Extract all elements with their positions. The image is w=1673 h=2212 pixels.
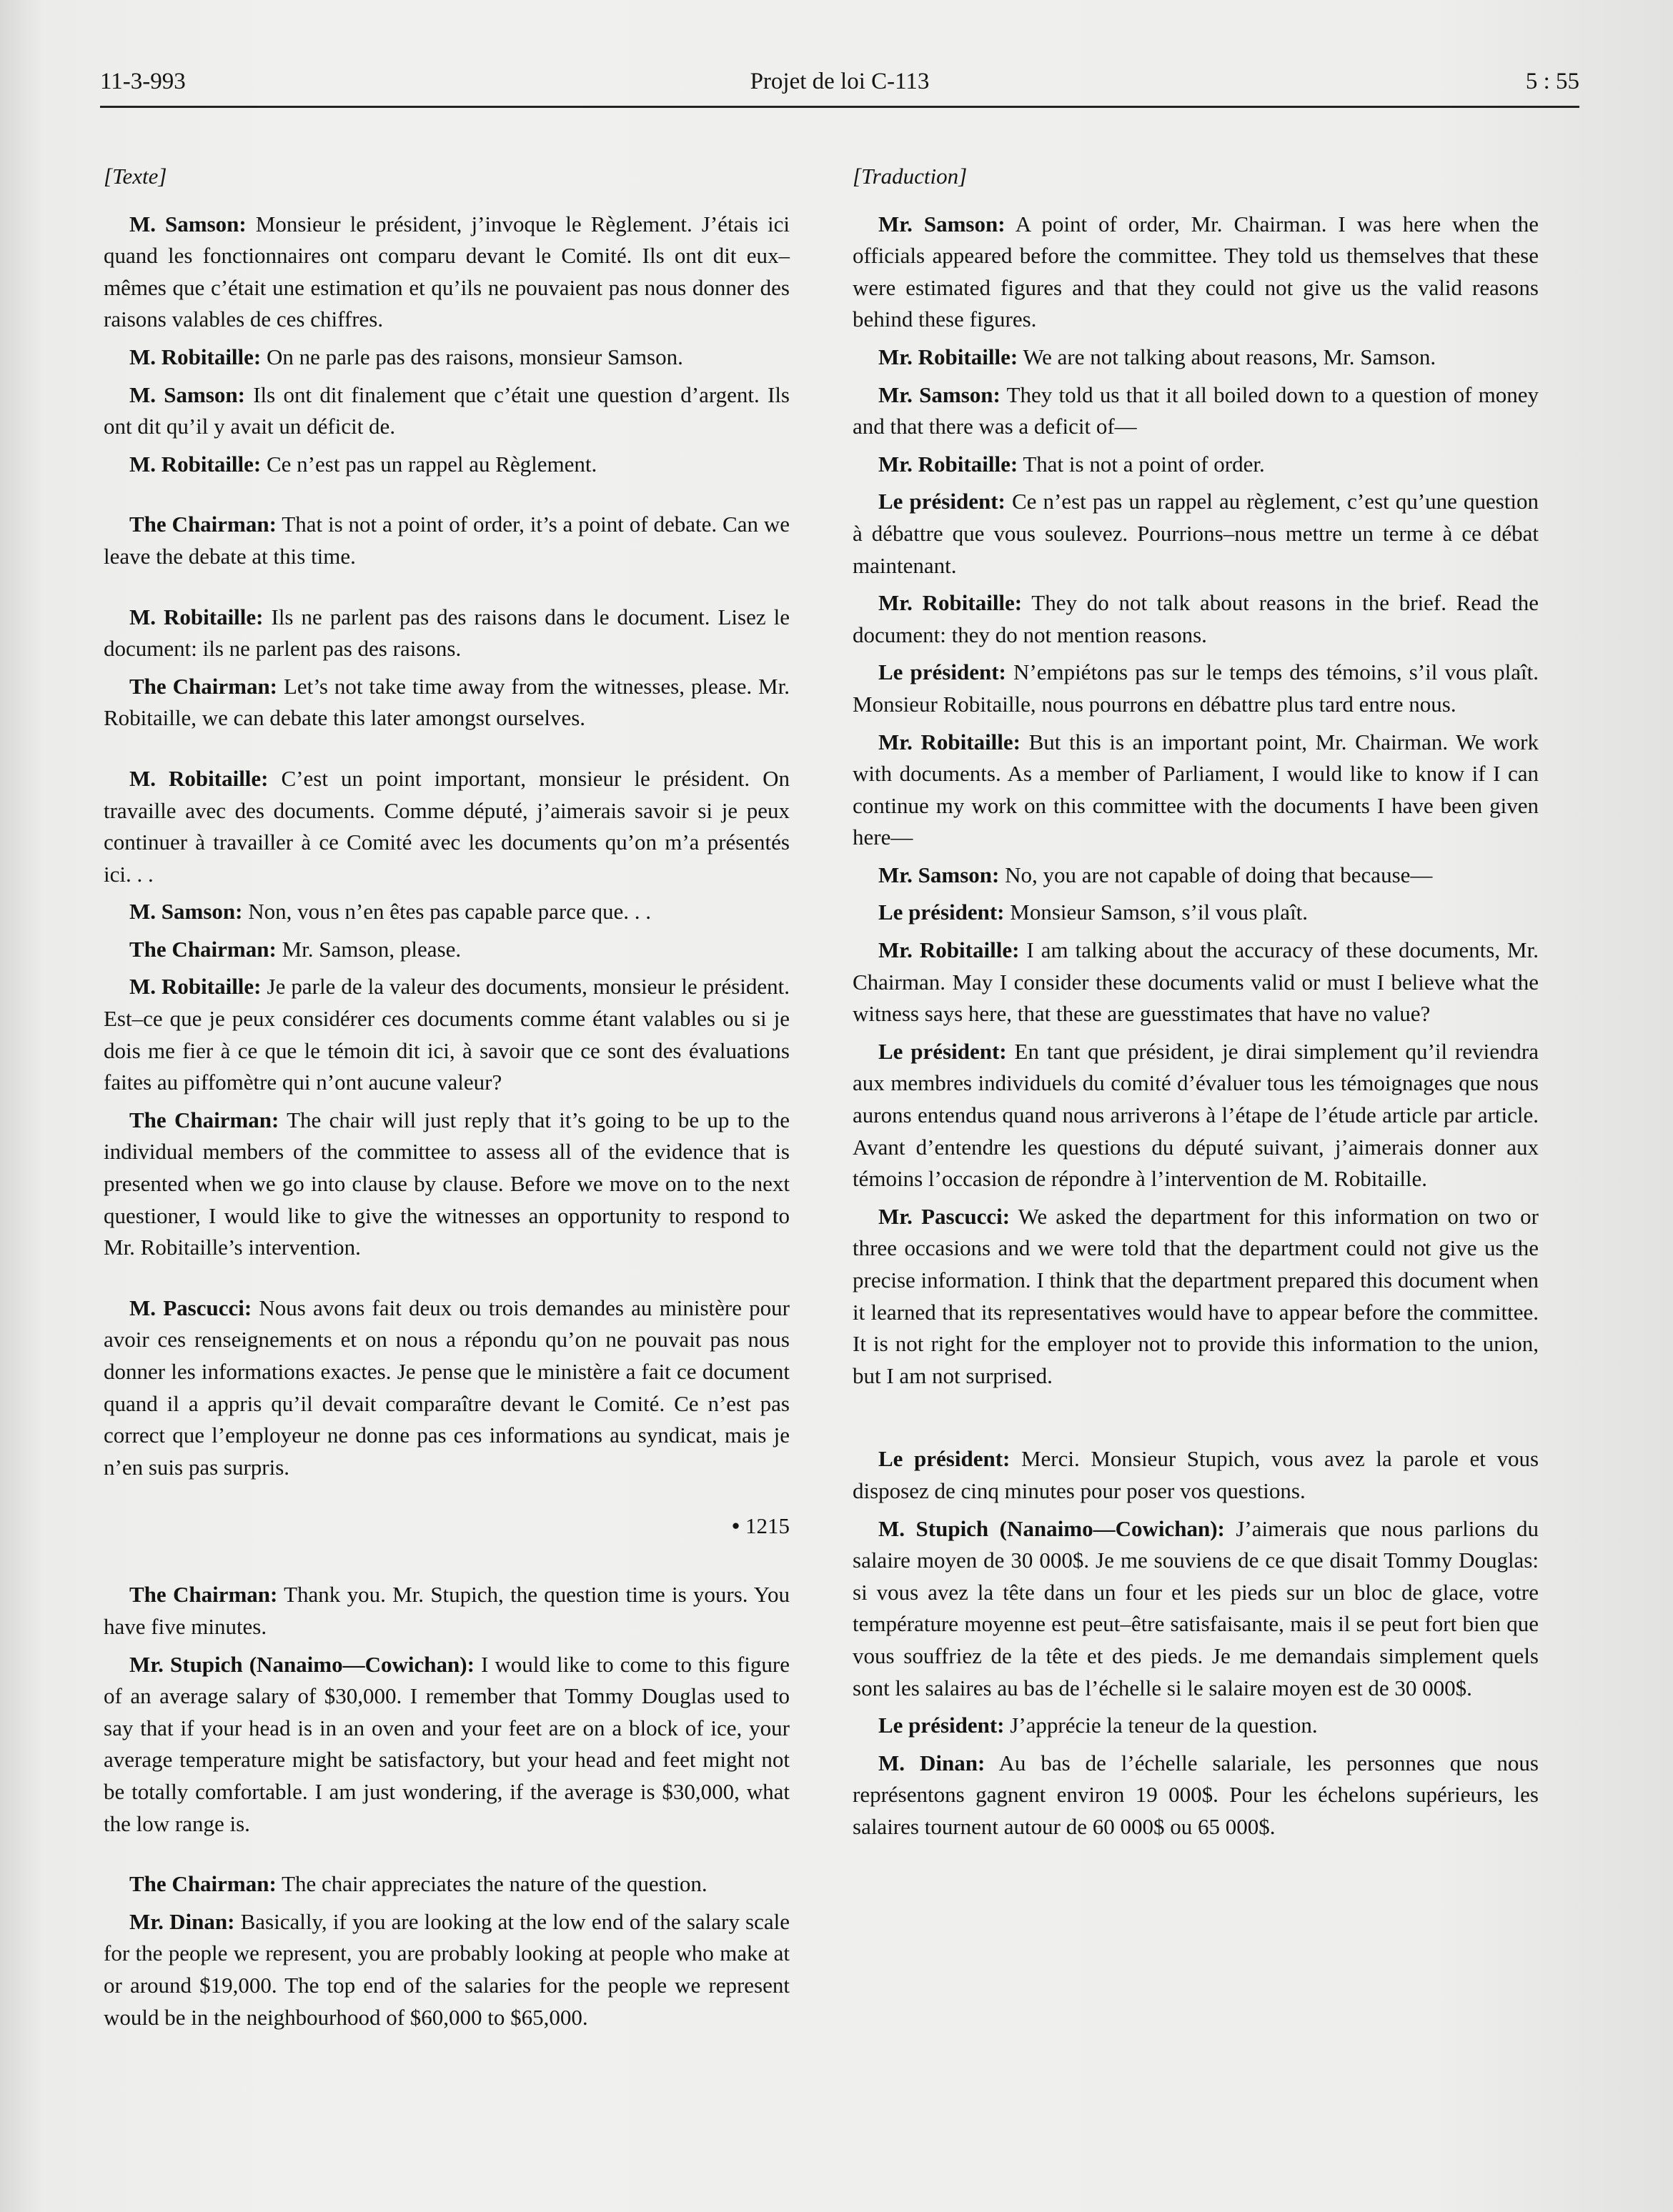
speech-text: We asked the department for this information on two or three occasions and we were told that the department could not give us the precise information. I think that the department prepared this document when it learned that its representatives would have to appear before the committee. It is not right for the employer not to provide this information to the union, but I am not surprised. — [853, 1203, 1539, 1388]
paragraph-list — [853, 209, 1539, 1843]
speech-text: I am talking about the accuracy of these documents, Mr. Chairman. May I consider these documents valid or must I believe what the witness says here, that these are guesstimates that have no value? — [853, 937, 1539, 1027]
english-column — [853, 161, 1539, 1849]
speech-paragraph — [853, 897, 1539, 929]
speech-text: Au bas de l’échelle salariale, les personnes que nous représentons gagnent environ 19 000$. Pour les échelons supérieurs, les salaires tournent autour de 60 000$ ou 65 000$. — [853, 1750, 1539, 1839]
speech-text: J’apprécie la teneur de la question. — [1004, 1713, 1318, 1738]
speaker-name: Mr. Robitaille: — [878, 344, 1018, 369]
speaker-name: M. Robitaille: — [129, 765, 269, 791]
speech-text: A point of order, Mr. Chairman. I was here when the officials appeared before the committee. They told us themselves that these were estimated figures and that they could not give us the valid reasons behind these figures. — [853, 211, 1539, 332]
speech-text: The chair appreciates the nature of the question. — [276, 1871, 708, 1897]
speech-text: En tant que président, je dirai simplement qu’il reviendra aux membres individuels du comité d’évaluer tous les témoignages que nous aurons entendus quand nous arriverons à l’étape de l’étude article par article. Avant d’entendre les questions du député suivant, j’aimerais donner aux témoins l’occasion de répondre à l’intervention de M. Robitaille. — [853, 1038, 1539, 1192]
speech-text: Ce n’est pas un rappel au Règlement. — [261, 451, 597, 477]
speech-paragraph — [104, 671, 790, 734]
speech-paragraph — [853, 1748, 1539, 1843]
speech-text: Mr. Samson, please. — [276, 936, 462, 962]
speech-text: Ce n’est pas un rappel au règlement, c’est qu’une question à débattre que vous soulevez. Pourrions–nous mettre un terme à ce débat maintenant. — [853, 489, 1539, 578]
speech-text: C’est un point important, monsieur le président. On travaille avec des documents. Comme député, j’aimerais savoir si je peux continuer à travailler à ce Comité avec les documents qu’on m’a présentés ici. . . — [104, 765, 790, 887]
speaker-name: Mr. Dinan: — [129, 1908, 235, 1934]
speaker-name: M. Pascucci: — [129, 1295, 252, 1320]
speaker-name: Le président: — [878, 489, 1006, 514]
speaker-name: Le président: — [878, 900, 1005, 925]
speech-paragraph — [104, 934, 790, 966]
speech-text: Let’s not take time away from the witnesses, please. Mr. Robitaille, we can debate this later amongst ourselves. — [104, 673, 790, 731]
speech-text: They told us that it all boiled down to a question of money and that there was a deficit of— — [853, 382, 1539, 439]
speech-text: That is not a point of order, it’s a point of debate. Can we leave the debate at this time. — [104, 512, 790, 569]
column-label: [Traduction] — [853, 164, 968, 189]
speech-text: Ils ne parlent pas des raisons dans le document. Lisez le document: ils ne parlent pas des raisons. — [104, 604, 790, 662]
speech-paragraph — [853, 860, 1539, 892]
speaker-name: Mr. Stupich (Nanaimo—Cowichan): — [129, 1651, 475, 1677]
speech-paragraph — [853, 379, 1539, 443]
speech-text: Nous avons fait deux ou trois demandes au ministère pour avoir ces renseignements et on nous a répondu qu’on ne pouvait pas nous donner les informations exactes. Je pense que le ministère a fait ce document quand il a appris qu’il devait comparaître devant le Comité. Ce n’est pas correct que l’employeur ne donne pas ces informations au syndicat, mais je n’en suis pas surpris. — [104, 1295, 790, 1480]
time-marker: • 1215 — [732, 1513, 790, 1539]
header-page-number: 5 : 55 — [1525, 69, 1579, 94]
speech-paragraph — [104, 1579, 790, 1643]
speech-text: We are not talking about reasons, Mr. Samson. — [1018, 344, 1436, 369]
speaker-name: Mr. Robitaille: — [878, 451, 1018, 477]
speech-paragraph — [104, 1105, 790, 1264]
speaker-name: The Chairman: — [129, 1871, 277, 1897]
speech-text: Ils ont dit finalement que c’était une question d’argent. Ils ont dit qu’il y avait un déficit de. — [104, 382, 790, 439]
speech-paragraph — [853, 209, 1539, 336]
speech-paragraph — [853, 342, 1539, 374]
speaker-name: The Chairman: — [129, 1582, 278, 1608]
paragraph-list-after — [104, 1579, 790, 2033]
speech-paragraph — [104, 1292, 790, 1484]
speaker-name: Le président: — [878, 659, 1006, 685]
speech-paragraph — [853, 935, 1539, 1030]
speaker-name: Le président: — [878, 1446, 1011, 1472]
column-label: [Texte] — [104, 164, 167, 189]
speech-paragraph — [104, 896, 790, 928]
header-rule — [100, 106, 1579, 108]
speaker-name: Le président: — [878, 1713, 1005, 1738]
speech-paragraph — [104, 379, 790, 443]
speaker-name: M. Robitaille: — [129, 974, 262, 1000]
speech-text: The chair will just reply that it’s going to be up to the individual members of the committee to assess all of the evidence that is presented when we go into clause by clause. Before we move on to the next questioner, I would like to give the witnesses an opportunity to respond to Mr. Robitaille’s intervention. — [104, 1107, 790, 1260]
speech-paragraph — [853, 1036, 1539, 1195]
speech-paragraph — [104, 763, 790, 890]
speaker-name: The Chairman: — [129, 512, 277, 537]
speech-text: Non, vous n’en êtes pas capable parce que. . . — [242, 899, 652, 925]
speaker-name: Mr. Robitaille: — [878, 937, 1020, 963]
speech-paragraph — [104, 209, 790, 336]
speaker-name: Mr. Pascucci: — [878, 1203, 1011, 1229]
speaker-name: Le président: — [878, 1038, 1007, 1064]
speech-text: They do not talk about reasons in the brief. Read the document: they do not mention reasons. — [853, 590, 1539, 647]
speech-paragraph — [853, 727, 1539, 854]
speech-paragraph — [853, 1443, 1539, 1507]
speech-paragraph — [104, 1868, 790, 1900]
speech-text: No, you are not capable of doing that because— — [999, 862, 1433, 887]
speech-paragraph — [853, 486, 1539, 582]
speech-paragraph — [104, 509, 790, 572]
speaker-name: The Chairman: — [129, 673, 278, 699]
speech-paragraph — [853, 1710, 1539, 1742]
speech-paragraph — [853, 1513, 1539, 1705]
speech-text: I would like to come to this figure of an average salary of $30,000. I remember that Tommy Douglas used to say that if your head is in an oven and your feet are on a block of ice, your average temperature might be satisfactory, but your head and feet might not be totally comfortable. I am just wondering, if the average is $30,000, what the low range is. — [104, 1651, 790, 1836]
speaker-name: M. Robitaille: — [129, 451, 262, 477]
speaker-name: M. Robitaille: — [129, 604, 264, 629]
paragraph-list — [104, 209, 790, 1484]
speech-text: On ne parle pas des raisons, monsieur Samson. — [261, 344, 683, 369]
french-column — [104, 161, 790, 2039]
speech-paragraph — [104, 971, 790, 1098]
speaker-name: M. Stupich (Nanaimo—Cowichan): — [878, 1515, 1225, 1541]
speech-paragraph — [853, 587, 1539, 651]
speaker-name: Mr. Robitaille: — [878, 590, 1023, 616]
speech-text: That is not a point of order. — [1018, 451, 1265, 477]
speech-text: Monsieur le président, j’invoque le Règlement. J’étais ici quand les fonctionnaires ont comparu devant le Comité. Ils ont dit eux–mêmes que c’était une estimation et qu’ils ne pouvaient pas nous donner des raisons valables de ces chiffres. — [104, 211, 790, 332]
speech-text: J’aimerais que nous parlions du salaire moyen de 30 000$. Je me souviens de ce que disait Tommy Douglas: si vous avez la tête dans un four et les pieds sur un bloc de glace, votre température moyenne est peut–être satisfaisante, mais il se peut fort bien que vous souffriez de la tête et des pieds. Je me demandais simplement quels sont les salaires au bas de l’échelle si le salaire moyen est de 30 000$. — [853, 1515, 1539, 1700]
header-title: Projet de loi C-113 — [750, 69, 930, 94]
speech-paragraph — [104, 342, 790, 374]
speech-paragraph — [853, 657, 1539, 720]
speech-paragraph — [104, 1649, 790, 1840]
speaker-name: M. Samson: — [129, 382, 245, 407]
speech-text: But this is an important point, Mr. Chairman. We work with documents. As a member of Parliament, I would like to know if I can continue my work on this committee with the documents I have been given here— — [853, 729, 1539, 850]
speech-paragraph — [104, 1906, 790, 2033]
page-header — [100, 69, 1579, 111]
speaker-name: M. Samson: — [129, 211, 247, 236]
speech-paragraph — [104, 602, 790, 665]
speech-text: Thank you. Mr. Stupich, the question time is yours. You have five minutes. — [104, 1582, 790, 1639]
speaker-name: The Chairman: — [129, 1107, 279, 1132]
speech-paragraph — [104, 449, 790, 481]
speech-text: Monsieur Samson, s’il vous plaît. — [1004, 900, 1309, 925]
speech-text: Je parle de la valeur des documents, monsieur le président. Est–ce que je peux considérer ces documents comme étant valables ou si je dois me fier à ce que le témoin dit ici, à savoir que ce sont des évaluations faites au piffomètre qui n’ont aucune valeur? — [104, 974, 790, 1095]
speaker-name: Mr. Samson: — [878, 382, 1001, 407]
speech-paragraph — [853, 1201, 1539, 1393]
speaker-name: Mr. Robitaille: — [878, 729, 1021, 754]
speech-text: Basically, if you are looking at the low end of the salary scale for the people we represent, you are probably looking at people who make at or around $19,000. The top end of the salaries for the people we represent would be in the neighbourhood of $60,000 to $65,000. — [104, 1908, 790, 2030]
speaker-name: M. Robitaille: — [129, 344, 262, 369]
speaker-name: M. Samson: — [129, 899, 243, 925]
speaker-name: The Chairman: — [129, 936, 277, 962]
speaker-name: Mr. Samson: — [878, 862, 1000, 887]
speaker-name: M. Dinan: — [878, 1750, 986, 1775]
speech-text: Merci. Monsieur Stupich, vous avez la parole et vous disposez de cinq minutes pour poser vos questions. — [853, 1446, 1539, 1503]
header-date: 11-3-993 — [100, 69, 186, 94]
speaker-name: Mr. Samson: — [878, 211, 1006, 236]
speech-paragraph — [853, 449, 1539, 481]
speech-text: N’empiétons pas sur le temps des témoins, s’il vous plaît. Monsieur Robitaille, nous pourrons en débattre plus tard entre nous. — [853, 659, 1539, 717]
